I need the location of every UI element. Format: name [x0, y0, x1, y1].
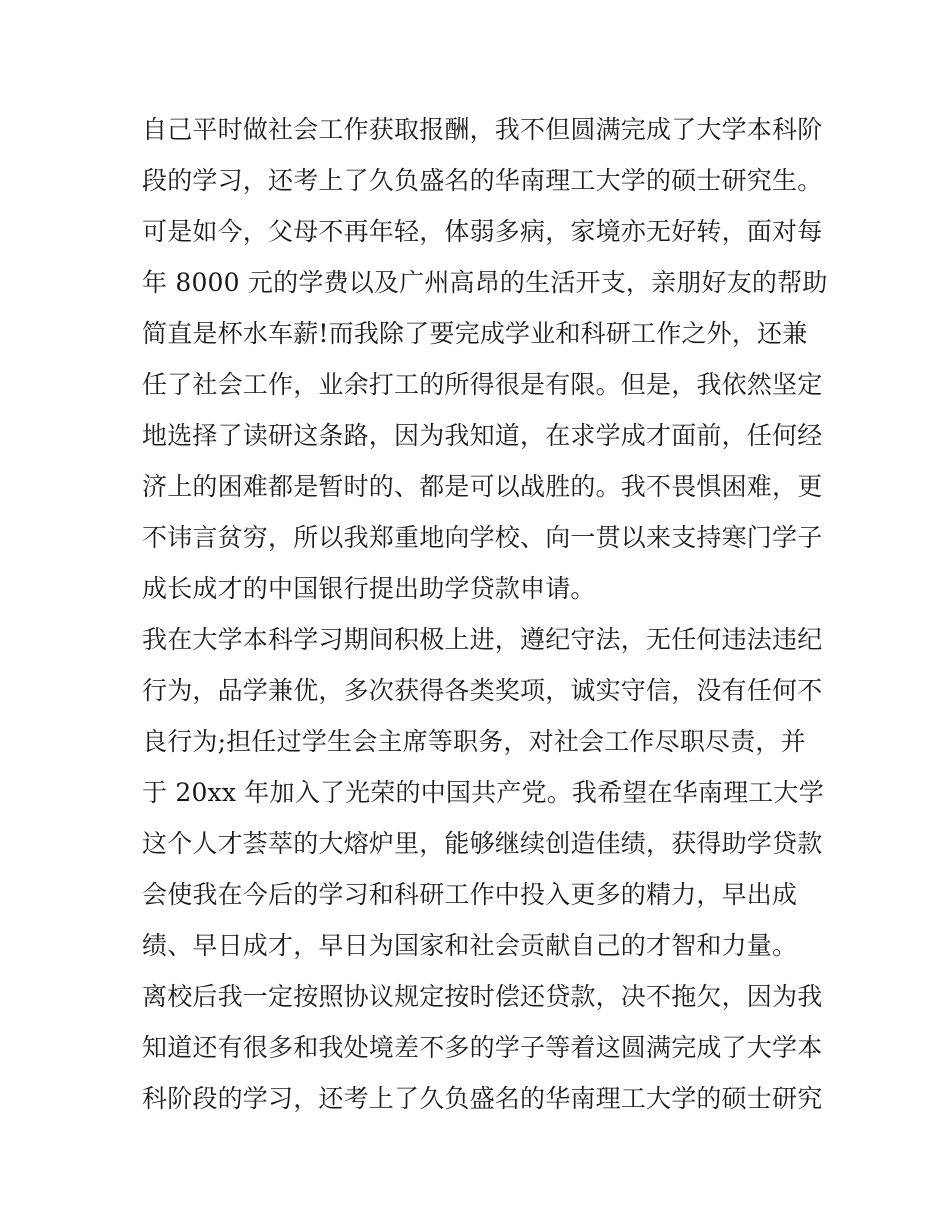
text-line: 年 8000 元的学费以及广州高昂的生活开支，亲朋好友的帮助 — [142, 268, 828, 297]
text-line: 绩、早日成才，早日为国家和社会贡献自己的才智和力量。 — [142, 931, 798, 960]
text-line: 不讳言贫穷，所以我郑重地向学校、向一贯以来支持寒门学子 — [142, 523, 823, 552]
text-line: 行为，品学兼优，多次获得各类奖项，诚实守信，没有任何不 — [142, 676, 823, 705]
text-line: 任了社会工作，业余打工的所得很是有限。但是，我依然坚定 — [142, 370, 823, 399]
text-line: 段的学习，还考上了久负盛名的华南理工大学的硕士研究生。 — [142, 166, 823, 195]
text-line: 知道还有很多和我处境差不多的学子等着这圆满完成了大学本 — [142, 1033, 823, 1062]
text-line: 科阶段的学习，还考上了久负盛名的华南理工大学的硕士研究 — [142, 1084, 823, 1113]
text-line: 我在大学本科学习期间积极上进，遵纪守法，无任何违法违纪 — [142, 625, 823, 654]
text-line: 地选择了读研这条路，因为我知道，在求学成才面前，任何经 — [142, 421, 823, 450]
body-text — [142, 104, 828, 1124]
text-line: 会使我在今后的学习和科研工作中投入更多的精力，早出成 — [142, 880, 798, 909]
text-line: 成长成才的中国银行提出助学贷款申请。 — [142, 574, 596, 603]
text-line: 良行为;担任过学生会主席等职务，对社会工作尽职尽责，并 — [142, 727, 806, 756]
text-line: 自己平时做社会工作获取报酬，我不但圆满完成了大学本科阶 — [142, 115, 823, 144]
text-line: 于 20xx 年加入了光荣的中国共产党。我希望在华南理工大学 — [142, 778, 824, 807]
text-line: 可是如今，父母不再年轻，体弱多病，家境亦无好转，面对每 — [142, 217, 823, 246]
text-line: 离校后我一定按照协议规定按时偿还贷款，决不拖欠，因为我 — [142, 982, 823, 1011]
text-line: 济上的困难都是暂时的、都是可以战胜的。我不畏惧困难，更 — [142, 472, 823, 501]
text-line: 这个人才荟萃的大熔炉里，能够继续创造佳绩，获得助学贷款 — [142, 829, 823, 858]
text-line: 简直是杯水车薪!而我除了要完成学业和科研工作之外，还兼 — [142, 319, 808, 348]
